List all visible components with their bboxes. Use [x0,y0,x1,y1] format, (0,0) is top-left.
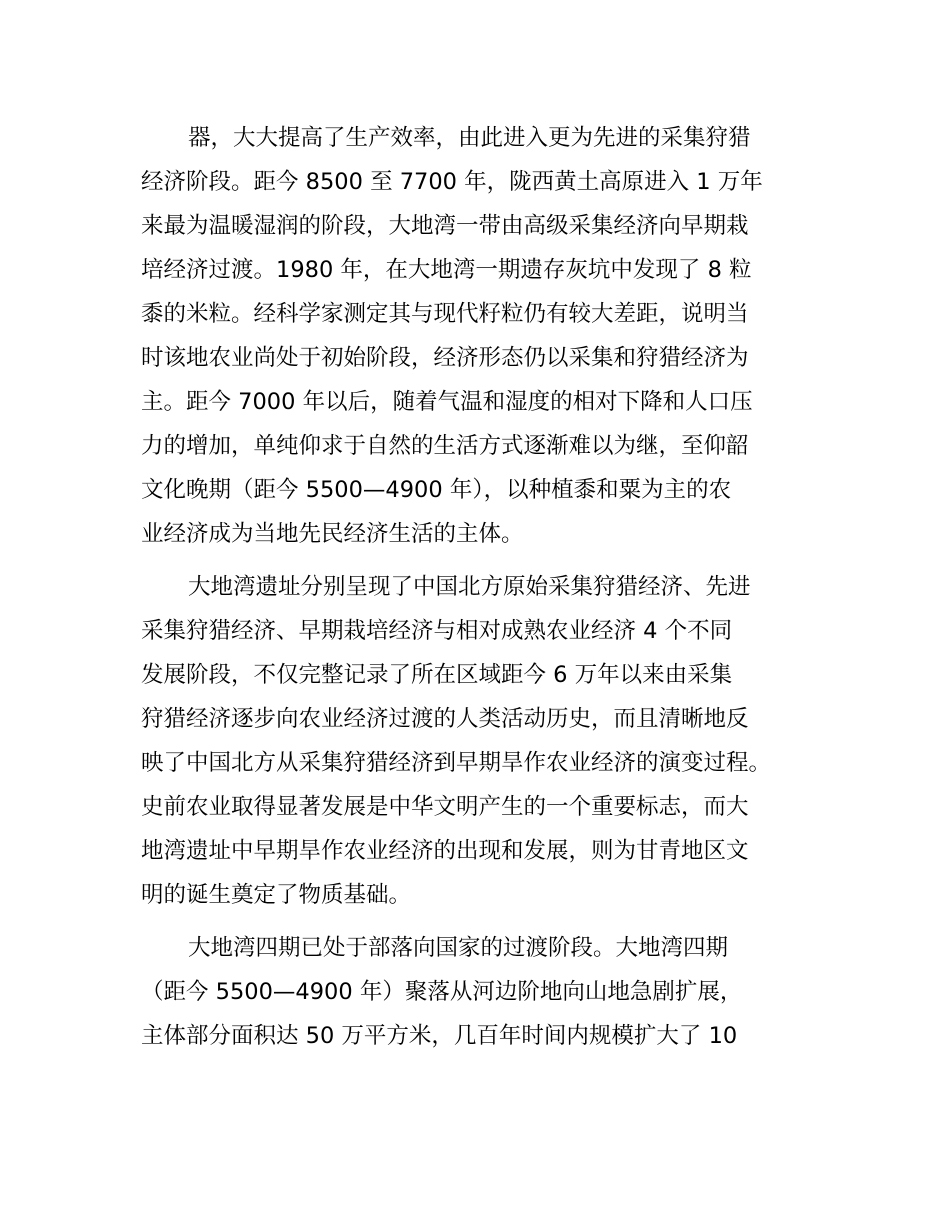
text-line: 时该地农业尚处于初始阶段，经济形态仍以采集和狩猎经济为 [141,345,749,371]
paragraph-1 [141,116,831,556]
text-line: 狩猎经济逐步向农业经济过渡的人类活动历史，而且清晰地反 [141,706,749,732]
text-line: 采集狩猎经济、早期栽培经济与相对成熟农业经济 4 个不同 [141,618,733,644]
text-line: 大地湾遗址分别呈现了中国北方原始采集狩猎经济、先进 [188,574,751,600]
body-text [141,116,831,1058]
text-line: 经济阶段。距今 8500 至 7700 年，陇西黄土高原进入 1 万年 [141,169,763,195]
text-line: 大地湾四期已处于部落向国家的过渡阶段。大地湾四期 [188,935,729,961]
text-line: （距今 5500—4900 年）聚落从河边阶地向山地急剧扩展， [141,979,743,1005]
paragraph-2 [141,565,831,917]
text-line: 映了中国北方从采集狩猎经济到早期旱作农业经济的演变过程。 [141,750,772,776]
text-line: 发展阶段，不仅完整记录了所在区域距今 6 万年以来由采集 [141,662,733,688]
paragraph-gap [141,917,831,926]
text-line: 主体部分面积达 50 万平方米，几百年时间内规模扩大了 10 [141,1023,738,1049]
text-line: 力的增加，单纯仰求于自然的生活方式逐渐难以为继，至仰韶 [141,433,749,459]
paragraph-gap [141,556,831,565]
text-line: 文化晚期（距今 5500—4900 年），以种植黍和粟为主的农 [141,477,732,503]
text-line: 主。距今 7000 年以后，随着气温和湿度的相对下降和人口压 [141,389,753,415]
paragraph-3 [141,926,831,1058]
text-line: 业经济成为当地先民经济生活的主体。 [141,521,524,547]
text-line: 培经济过渡。1980 年，在大地湾一期遗存灰坑中发现了 8 粒 [141,257,752,283]
text-line: 地湾遗址中早期旱作农业经济的出现和发展，则为甘青地区文 [141,838,749,864]
text-line: 明的诞生奠定了物质基础。 [141,882,412,908]
text-line: 来最为温暖湿润的阶段，大地湾一带由高级采集经济向早期栽 [141,213,749,239]
text-line: 黍的米粒。经科学家测定其与现代籽粒仍有较大差距，说明当 [141,301,749,327]
text-line: 器，大大提高了生产效率，由此进入更为先进的采集狩猎 [188,125,751,151]
text-line: 史前农业取得显著发展是中华文明产生的一个重要标志，而大 [141,794,749,820]
